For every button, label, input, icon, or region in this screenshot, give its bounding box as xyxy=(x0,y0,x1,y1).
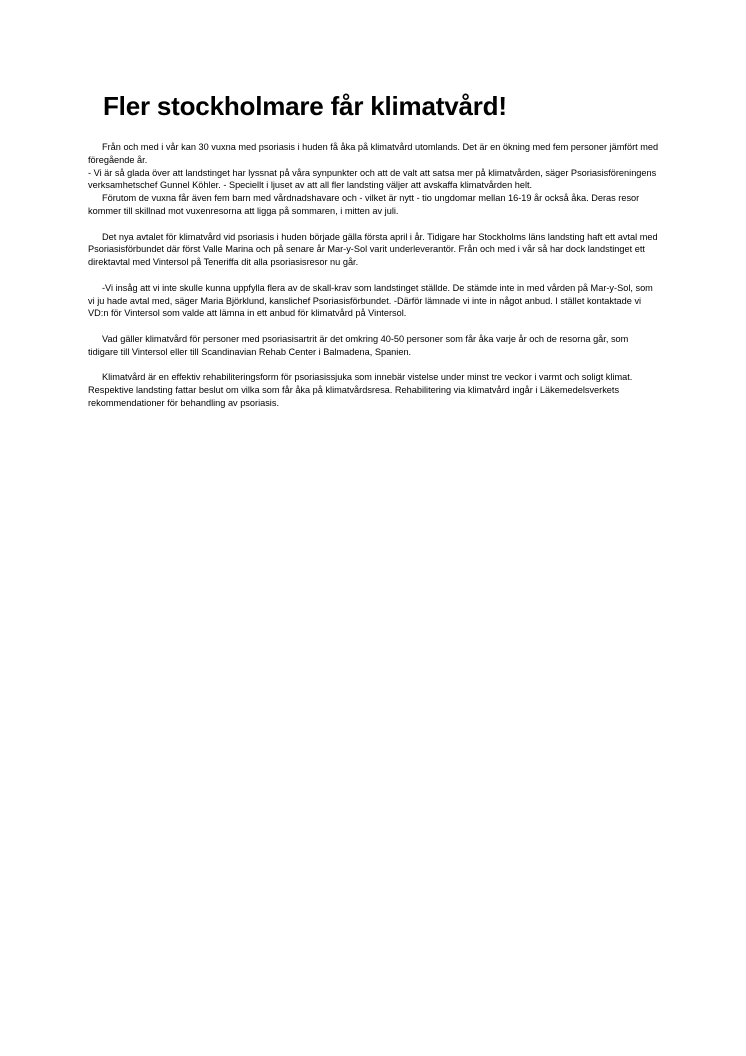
paragraph-3-text: Förutom de vuxna får även fem barn med vårdnadshavare och - vilket är nytt - tio ungdomar mellan 16-19 år också åka. Deras resor kommer till skillnad mot vuxenresorna att ligga på sommaren, i mitten av juli. xyxy=(88,193,640,216)
paragraph-6-text: Vad gäller klimatvård för personer med psoriasisartrit är det omkring 40-50 personer som får åka varje år och de resorna går, som tidigare till Vintersol eller till Scandinavian Rehab Center i Balmadena, Spanien. xyxy=(88,333,629,357)
paragraph-7-text: Klimatvård är en effektiv rehabiliteringsform för psoriasissjuka som innebär vistelse under minst tre veckor i varmt och soligt klimat. Respektive landsting fattar beslut om vilka som får åka på klimatvårdsresa. Rehabilitering via klimatvård ingår i Läkemedelsverkets rekommendationer för behandling av psoriasis. xyxy=(88,372,633,408)
article-body xyxy=(88,141,660,410)
paragraph-6 xyxy=(88,333,660,359)
paragraph-1 xyxy=(88,141,660,167)
paragraph-2: - Vi är så glada över att landstinget har lyssnat på våra synpunkter och att de valt att satsa mer på klimatvården, säger Psoriasisföreningens verksamhetschef Gunnel Köhler. - Speciellt i ljuset av att all fler landsting väljer att avskaffa klimatvården helt. xyxy=(88,167,657,191)
paragraph-7 xyxy=(88,371,660,409)
paragraph-spacer xyxy=(88,218,660,231)
paragraph-spacer xyxy=(88,269,660,282)
paragraph-5-text: -Vi insåg att vi inte skulle kunna uppfylla flera av de skall-krav som landstinget ställde. De stämde inte in med vården på Mar-y-Sol, som vi ju hade avtal med, säger Maria Björklund, kanslichef Psoriasisförbundet. -Därför lämnade vi inte in något anbud. I stället kontaktade vi VD:n för Vintersol som valde att lämna in ett anbud för klimatvård på Vintersol. xyxy=(88,282,653,319)
paragraph-4 xyxy=(88,231,660,269)
paragraph-4-text: Det nya avtalet för klimatvård vid psoriasis i huden började gälla första april i år. Tidigare har Stockholms läns landsting haft ett avtal med Psoriasisförbundet där först Valle Marina och på senare år Mar-y-Sol varit underleverantör. Från och med i vår så har dock landstinget ett direktavtal med Vintersol på Teneriffa dit alla psoriasisresor nu går. xyxy=(88,231,658,268)
paragraph-1-text: Från och med i vår kan 30 vuxna med psoriasis i huden få åka på klimatvård utomlands. Det är en ökning med fem personer jämfört med föregående år. xyxy=(88,142,659,165)
paragraph-spacer xyxy=(88,320,660,333)
paragraph-5 xyxy=(88,282,660,320)
paragraph-spacer xyxy=(88,359,660,372)
paragraph-3 xyxy=(88,192,660,218)
article-title: Fler stockholmare får klimatvård! xyxy=(103,91,507,121)
